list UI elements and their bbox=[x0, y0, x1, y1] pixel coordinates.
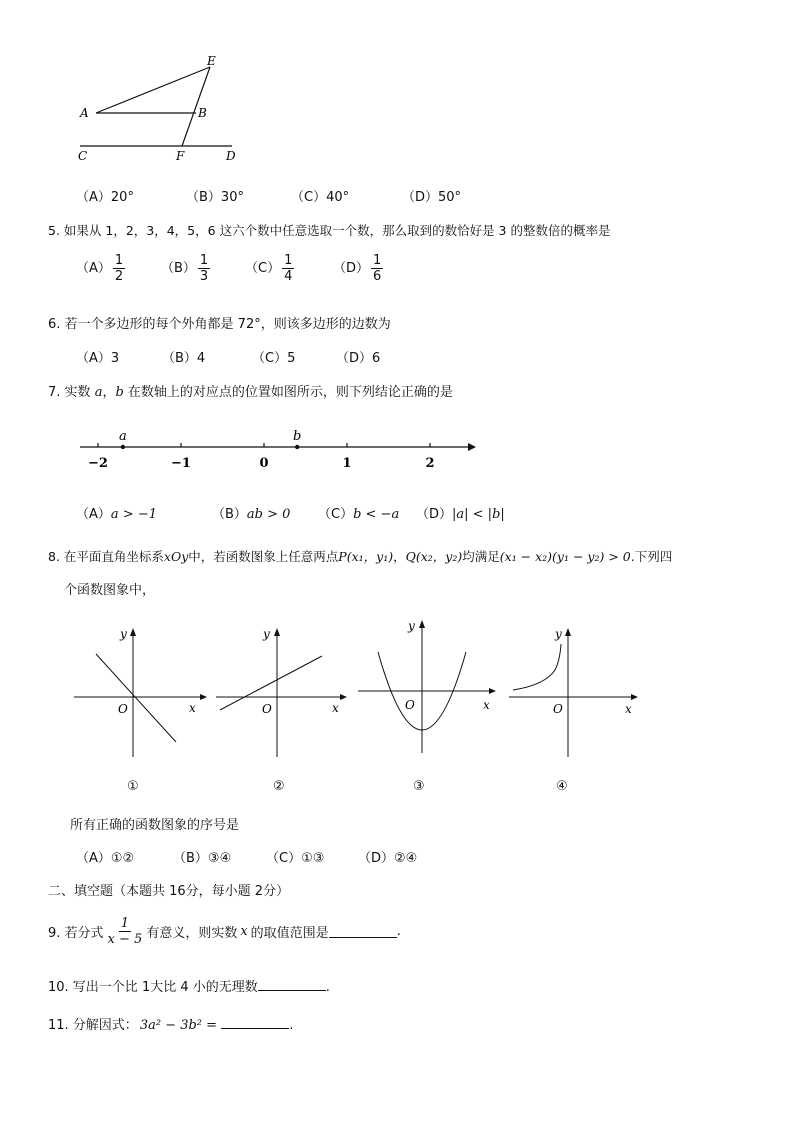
graph-4-curve bbox=[513, 644, 561, 690]
q6-text: 6. 若一个多边形的每个外角都是 72°，则该多边形的边数为 bbox=[48, 317, 391, 332]
y-arrow-icon bbox=[565, 628, 571, 636]
q11-answer-blank[interactable] bbox=[221, 1016, 289, 1029]
q8-text-line2: 个函数图象中， bbox=[64, 583, 156, 598]
point-a bbox=[121, 445, 125, 449]
q5-option-d: （D） $\frac{1}{6}$ bbox=[333, 253, 382, 284]
svg-text:y: y bbox=[555, 627, 562, 641]
q5-option-b: （B） $\frac{1}{3}$ bbox=[161, 253, 209, 284]
svg-text:O: O bbox=[262, 702, 272, 716]
svg-text:y: y bbox=[120, 627, 127, 641]
label-B: B bbox=[198, 106, 207, 120]
q8-prompt: 所有正确的函数图象的序号是 bbox=[70, 818, 240, 833]
number-line-tick-label: −1 bbox=[171, 456, 191, 471]
point-b-label: b bbox=[293, 429, 302, 444]
q5-text: 5. 如果从 1，2，3，4，5，6 这六个数中任意选取一个数，那么取到的数恰好是 3 的整数倍的概率是 bbox=[48, 223, 611, 238]
number-line-tick-label: 1 bbox=[342, 456, 352, 471]
point-b bbox=[295, 445, 299, 449]
svg-text:x: x bbox=[625, 702, 632, 716]
q6-option-d: （D）6 bbox=[336, 351, 381, 366]
q10-answer-blank[interactable] bbox=[258, 978, 326, 991]
svg-text:y: y bbox=[263, 627, 270, 641]
geometry-figure bbox=[70, 50, 260, 170]
x-arrow-icon bbox=[631, 694, 638, 700]
svg-text:O: O bbox=[553, 702, 563, 716]
graph-2-label: ② bbox=[273, 779, 285, 794]
svg-text:x: x bbox=[189, 701, 196, 715]
q4-option-d: （D）50° bbox=[402, 190, 462, 205]
q8-option-d: （D）②④ bbox=[358, 851, 418, 866]
q5-option-c: （C） $\frac{1}{4}$ bbox=[245, 253, 293, 284]
label-D: D bbox=[226, 149, 236, 163]
graph-1-label: ① bbox=[127, 779, 139, 794]
y-arrow-icon bbox=[419, 620, 425, 628]
svg-text:x: x bbox=[483, 698, 490, 712]
svg-text:O: O bbox=[405, 698, 415, 712]
q7-option-c: （C）b < −a bbox=[318, 507, 400, 522]
q5-option-a: （A） $\frac{1}{2}$ bbox=[76, 253, 124, 284]
number-line-tick-label: −2 bbox=[88, 456, 108, 471]
x-arrow-icon bbox=[489, 688, 496, 694]
graph-1 bbox=[70, 622, 210, 762]
q10-text: 10. 写出一个比 1大比 4 小的无理数 . bbox=[48, 980, 330, 995]
number-line-tick-label: 0 bbox=[259, 456, 269, 471]
q8-option-b: （B）③④ bbox=[173, 851, 232, 866]
q7-option-b: （B）ab > 0 bbox=[212, 507, 291, 522]
y-arrow-icon bbox=[274, 628, 280, 636]
graph-4-label: ④ bbox=[556, 779, 568, 794]
svg-text:O: O bbox=[118, 702, 128, 716]
number-line-tick-label: 2 bbox=[425, 456, 435, 471]
q6-option-a: （A）3 bbox=[76, 351, 120, 366]
q8-option-c: （C）①③ bbox=[266, 851, 325, 866]
graph-3 bbox=[354, 618, 499, 758]
x-arrow-icon bbox=[340, 694, 347, 700]
q7-option-a: （A）a > −1 bbox=[76, 507, 157, 522]
q8-text: 8. 在平面直角坐标系xOy中，若函数图象上任意两点P(x₁，y₁)，Q(x₂，y₂)均满足(x₁ − x₂)(y₁ − y₂) > 0.下列四 bbox=[48, 549, 673, 564]
q6-option-b: （B）4 bbox=[162, 351, 206, 366]
label-E: E bbox=[207, 54, 216, 68]
section-2-title: 二、填空题（本题共 16分，每小题 2分） bbox=[48, 884, 290, 899]
label-A: A bbox=[80, 106, 89, 120]
q9-answer-blank[interactable] bbox=[329, 925, 397, 938]
number-line-arrow-icon bbox=[468, 443, 476, 451]
q4-option-c: （C）40° bbox=[291, 190, 350, 205]
q7-option-d: （D）|a| < |b| bbox=[416, 507, 505, 522]
graph-3-label: ③ bbox=[413, 779, 425, 794]
q9-text: 9. 若分式 $\frac{1}{x - 5}$ 有意义，则实数 x 的取值范围是 . bbox=[48, 916, 401, 947]
svg-text:y: y bbox=[408, 619, 415, 633]
q4-option-b: （B）30° bbox=[186, 190, 244, 205]
graph-2 bbox=[212, 622, 352, 762]
y-arrow-icon bbox=[130, 628, 136, 636]
label-C: C bbox=[78, 149, 88, 163]
q4-option-a: （A）20° bbox=[76, 190, 134, 205]
graph-1-curve bbox=[96, 654, 176, 742]
graph-4 bbox=[505, 622, 645, 762]
point-a-label: a bbox=[119, 429, 127, 444]
x-arrow-icon bbox=[200, 694, 207, 700]
svg-text:x: x bbox=[332, 701, 339, 715]
q11-text: 11. 分解因式： 3a² − 3b² = . bbox=[48, 1018, 294, 1033]
q8-option-a: （A）①② bbox=[76, 851, 135, 866]
line-AE bbox=[96, 67, 210, 113]
q7-text: 7. 实数 a，b 在数轴上的对应点的位置如图所示，则下列结论正确的是 bbox=[48, 385, 453, 400]
q6-option-c: （C）5 bbox=[252, 351, 296, 366]
label-F: F bbox=[176, 149, 185, 163]
number-line bbox=[70, 420, 490, 475]
